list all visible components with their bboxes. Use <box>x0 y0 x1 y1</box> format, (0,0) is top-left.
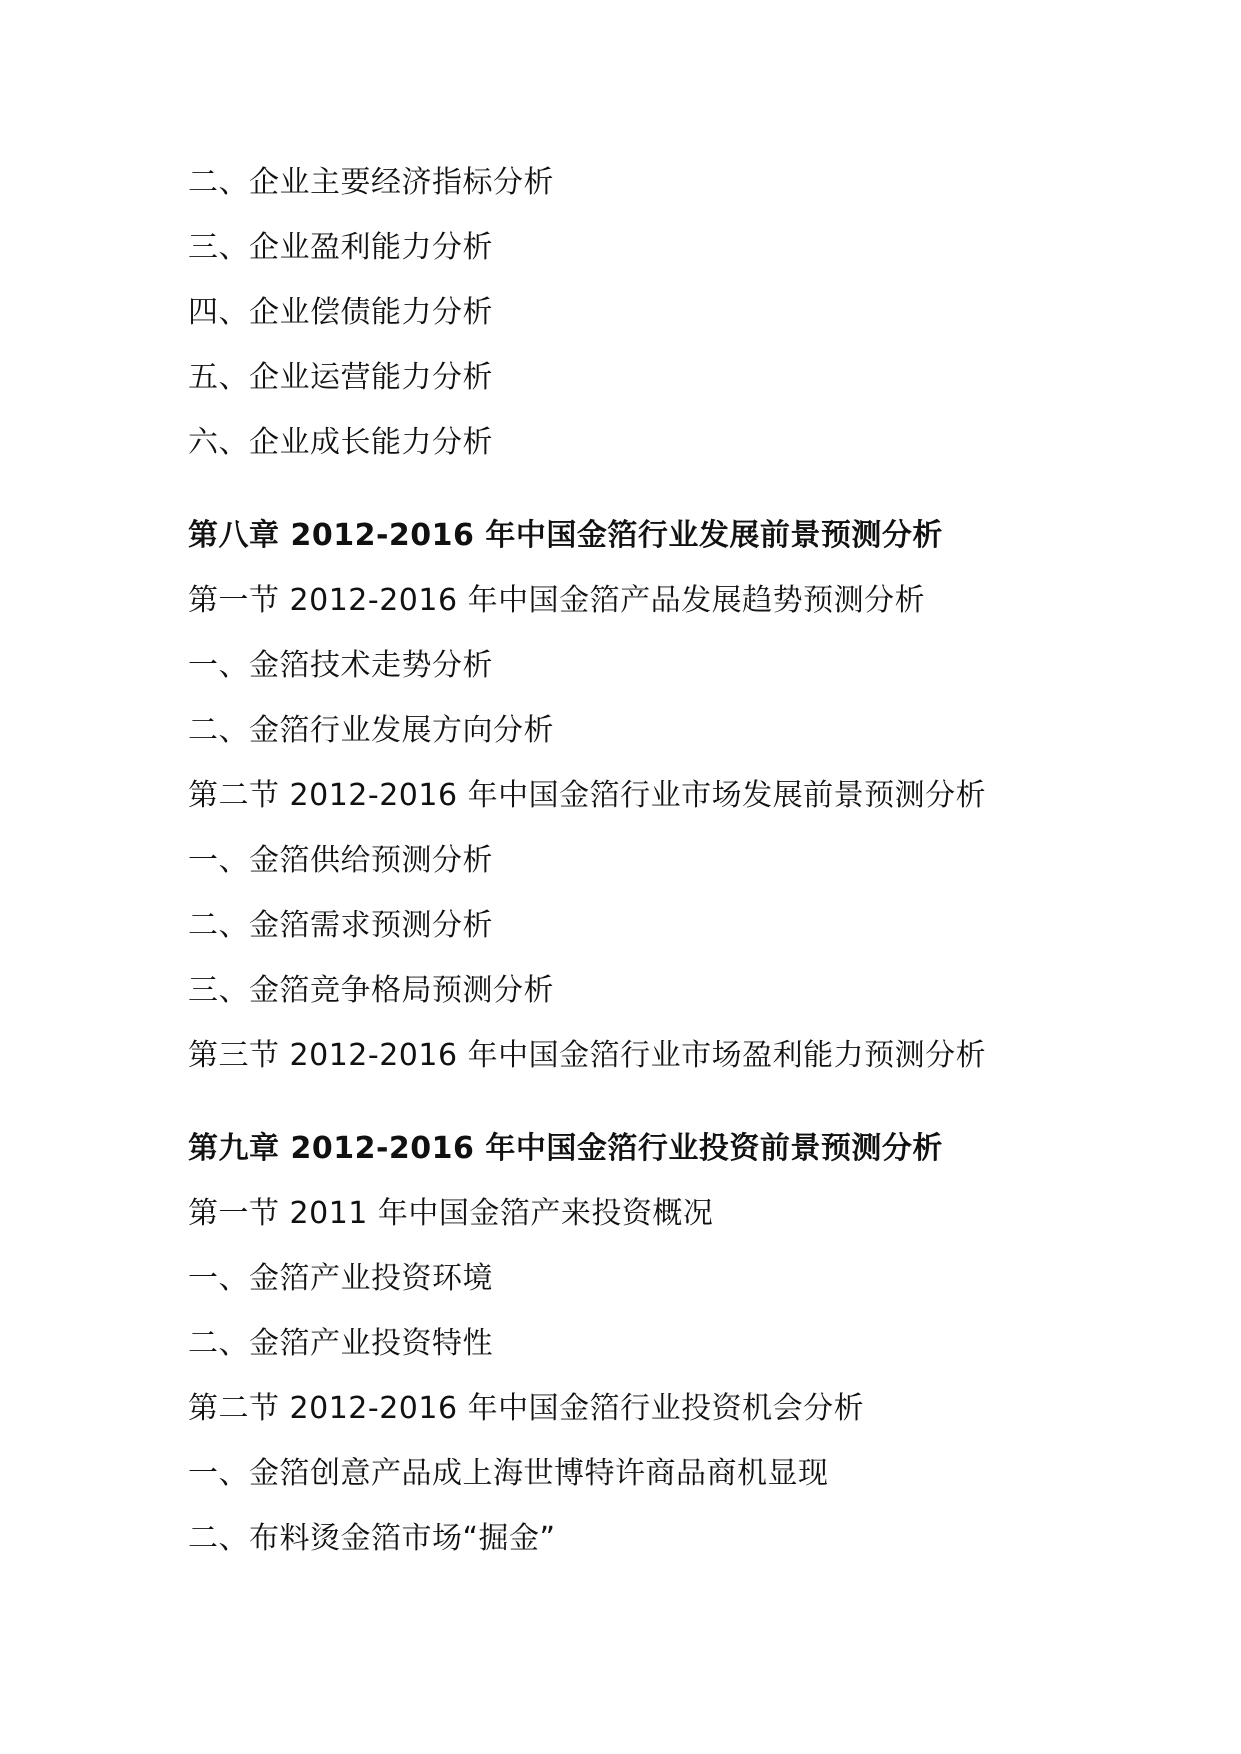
toc-item: 二、金箔产业投资特性 <box>188 1326 493 1361</box>
toc-chapter-heading: 第八章 2012-2016 年中国金箔行业发展前景预测分析 <box>188 518 943 553</box>
toc-item: 一、金箔产业投资环境 <box>188 1261 493 1296</box>
toc-item: 三、金箔竞争格局预测分析 <box>188 973 554 1008</box>
toc-item: 五、企业运营能力分析 <box>188 360 493 395</box>
toc-section-heading: 第二节 2012-2016 年中国金箔行业投资机会分析 <box>188 1391 865 1426</box>
toc-section-heading: 第三节 2012-2016 年中国金箔行业市场盈利能力预测分析 <box>188 1038 987 1073</box>
toc-item: 二、布料烫金箔市场“掘金” <box>188 1521 556 1556</box>
toc-section-heading: 第一节 2011 年中国金箔产来投资概况 <box>188 1196 714 1231</box>
toc-item: 一、金箔技术走势分析 <box>188 648 493 683</box>
toc-item: 二、金箔行业发展方向分析 <box>188 713 554 748</box>
toc-item: 一、金箔供给预测分析 <box>188 843 493 878</box>
toc-section-heading: 第二节 2012-2016 年中国金箔行业市场发展前景预测分析 <box>188 778 987 813</box>
toc-item: 六、企业成长能力分析 <box>188 425 493 460</box>
toc-item: 二、金箔需求预测分析 <box>188 908 493 943</box>
toc-chapter-heading: 第九章 2012-2016 年中国金箔行业投资前景预测分析 <box>188 1131 943 1166</box>
toc-item: 四、企业偿债能力分析 <box>188 295 493 330</box>
toc-item: 三、企业盈利能力分析 <box>188 230 493 265</box>
toc-section-heading: 第一节 2012-2016 年中国金箔产品发展趋势预测分析 <box>188 583 926 618</box>
toc-item: 一、金箔创意产品成上海世博特许商品商机显现 <box>188 1456 829 1491</box>
toc-item: 二、企业主要经济指标分析 <box>188 165 554 200</box>
